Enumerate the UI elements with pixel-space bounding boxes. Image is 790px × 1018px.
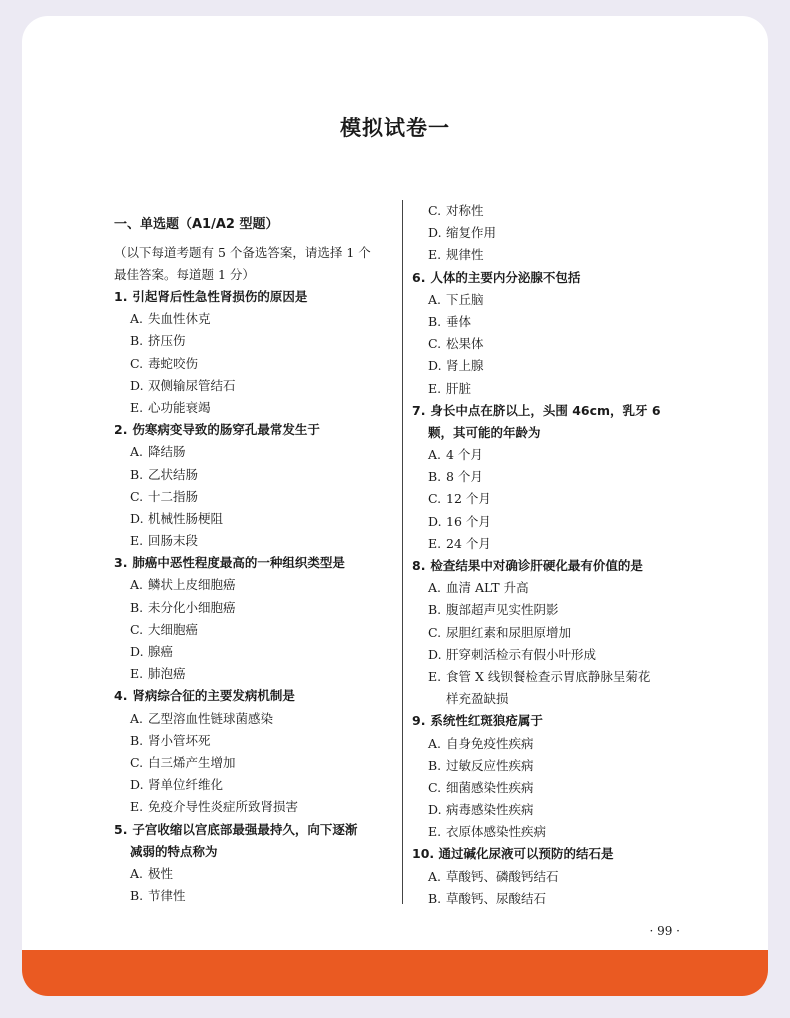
option-letter: C. [428,491,442,507]
option-item [114,375,412,397]
option-letter: C. [428,336,442,352]
option-item [114,441,412,463]
option-item [114,353,412,375]
question-5 [114,819,412,908]
option-item [412,577,712,599]
option-item [412,866,712,888]
option-text: 双侧输尿管结石 [148,377,236,393]
option-item [114,885,412,907]
option-letter: A. [428,291,442,307]
option-letter: B. [130,599,144,615]
option-item [412,355,712,377]
question-stem: 子宫收缩以宫底部最强最持久，向下逐渐 [132,821,358,837]
option-text: 食管 X 线钡餐检查示胃底静脉呈菊花 [446,668,651,684]
option-letter: C. [428,203,442,218]
option-text: 肺泡癌 [148,666,186,682]
option-letter: A. [130,444,144,460]
option-letter: D. [428,358,442,374]
option-letter: B. [130,466,144,482]
question-4 [114,685,412,818]
option-letter: B. [130,888,144,904]
option-text: 垂体 [446,313,472,329]
option-letter: D. [428,513,442,529]
option-letter: A. [428,580,442,596]
option-text: 衣原体感染性疾病 [446,824,547,840]
option-item [412,511,712,533]
option-letter: E. [428,668,442,684]
question-number: 8. [412,558,426,573]
option-text: 肾单位纤维化 [148,777,224,793]
question-number: 1. [114,289,128,304]
option-letter: E. [428,380,442,396]
option-letter: B. [428,890,442,906]
option-text: 白三烯产生增加 [148,754,236,770]
option-item [114,663,412,685]
option-text: 肾上腺 [446,358,484,374]
option-text: 12 个月 [446,491,491,507]
option-letter: A. [130,311,144,327]
option-text: 肝脏 [446,380,472,396]
option-text: 24 个月 [446,535,491,551]
option-item [412,444,712,466]
option-item [114,574,412,596]
option-letter: A. [130,577,144,593]
question-number: 5. [114,821,128,837]
question-number: 6. [412,269,426,285]
question-stem: 检查结果中对确诊肝硬化最有价值的是 [430,558,643,573]
question-number: 10. [412,846,435,862]
option-letter: A. [428,735,442,751]
option-letter: C. [130,355,144,371]
option-item [412,777,712,799]
question-stem-continued: 减弱的特点称为 [130,843,218,859]
option-letter: E. [428,824,442,840]
option-item [412,488,712,510]
option-letter: B. [428,469,442,485]
option-text: 过敏反应性疾病 [446,757,534,773]
question-10 [412,843,712,910]
question-9 [412,710,712,843]
option-text: 下丘脑 [446,291,484,307]
question-number: 9. [412,713,426,729]
option-text: 自身免疫性疾病 [446,735,534,751]
option-item [114,397,412,419]
option-item [114,796,412,818]
option-item [114,330,412,352]
option-item [114,597,412,619]
option-item [412,378,712,400]
section-note-line: （以下每道考题有 5 个备选答案，请选择 1 个 [114,245,371,260]
question-stem: 肺癌中恶性程度最高的一种组织类型是 [132,555,345,571]
option-item [412,755,712,777]
option-letter: D. [130,510,144,526]
page-sheet [22,16,768,996]
option-text: 腺癌 [148,644,174,659]
option-letter: B. [428,602,442,618]
question-6 [412,267,712,400]
option-text: 4 个月 [446,447,483,463]
option-letter: C. [130,488,144,504]
option-item [412,333,712,355]
right-column [412,200,712,910]
option-letter: B. [428,757,442,773]
bottom-color-band [22,950,768,996]
option-text: 乙型溶血性链球菌感染 [148,710,274,726]
question-2 [114,419,412,552]
option-item [412,244,712,266]
option-letter: D. [428,646,442,662]
option-item [412,622,712,644]
option-text: 对称性 [446,203,484,218]
option-item [114,708,412,730]
section-note-line: 最佳答案。每道题 1 分） [114,267,255,282]
option-letter: D. [428,802,442,818]
option-text: 16 个月 [446,513,491,529]
left-column [114,200,412,907]
option-item [412,666,712,688]
option-text: 机械性肠梗阻 [148,510,224,526]
option-item [114,641,412,663]
option-text: 失血性休克 [148,311,211,327]
question-stem-continued: 颗，其可能的年龄为 [428,424,541,440]
option-text: 草酸钙、尿酸结石 [446,890,547,906]
option-text: 心功能衰竭 [148,399,211,415]
option-item [412,289,712,311]
option-letter: C. [130,621,144,637]
option-text: 挤压伤 [148,333,186,349]
option-text: 病毒感染性疾病 [446,802,534,818]
option-letter: C. [428,779,442,795]
question-7 [412,400,712,555]
option-text: 降结肠 [148,444,186,460]
question-number: 7. [412,402,426,418]
question-stem: 通过碱化尿液可以预防的结石是 [438,846,614,862]
option-item [412,222,712,244]
option-text: 尿胆红素和尿胆原增加 [446,624,572,640]
option-text: 乙状结肠 [148,466,199,482]
question-stem: 系统性红斑狼疮属于 [430,713,543,729]
option-text: 节律性 [148,888,186,904]
option-text: 极性 [148,865,174,881]
question-8 [412,555,712,710]
option-text: 未分化小细胞癌 [148,599,236,615]
question-stem: 身长中点在脐以上，头围 46cm，乳牙 6 [430,402,661,418]
option-item [412,466,712,488]
question-number: 3. [114,555,128,571]
option-item [114,774,412,796]
option-letter: C. [130,754,144,770]
option-letter: B. [428,313,442,329]
option-text: 8 个月 [446,469,483,485]
option-item [114,486,412,508]
option-item [412,599,712,621]
section-heading: 一、单选题（A1/A2 型题） [114,217,279,232]
option-letter: D. [130,377,144,393]
question-number: 4. [114,688,128,704]
option-text: 免疫介导性炎症所致肾损害 [148,799,299,815]
option-letter: B. [130,333,144,349]
option-letter: D. [130,777,144,793]
option-item [114,752,412,774]
option-text: 大细胞癌 [148,621,199,637]
option-text: 松果体 [446,336,484,352]
option-letter: C. [428,624,442,640]
option-item [412,799,712,821]
option-text: 肝穿刺活检示有假小叶形成 [446,646,597,662]
page-number: · 99 · [649,924,680,938]
question-stem: 引起肾后性急性肾损伤的原因是 [132,289,308,304]
option-item [412,533,712,555]
option-text: 毒蛇咬伤 [148,355,199,371]
option-item [412,888,712,910]
option-text: 腹部超声见实性阴影 [446,602,559,618]
option-text: 回肠末段 [148,533,199,549]
question-stem: 伤寒病变导致的肠穿孔最常发生于 [132,422,320,438]
question-stem: 人体的主要内分泌腺不包括 [430,269,581,285]
option-item [412,821,712,843]
option-letter: E. [428,247,442,263]
option-text: 十二指肠 [148,488,199,504]
question-stem: 肾病综合征的主要发病机制是 [132,688,295,704]
option-text: 血清 ALT 升高 [446,580,529,596]
option-text: 鳞状上皮细胞癌 [148,577,236,593]
option-letter: E. [130,399,144,415]
option-text: 细菌感染性疾病 [446,779,534,795]
option-item [114,464,412,486]
option-letter: D. [130,644,144,659]
option-letter: B. [130,732,144,748]
question-5-continued [412,200,712,267]
question-1 [114,286,412,419]
option-item [412,311,712,333]
option-letter: E. [428,535,442,551]
option-item [412,200,712,222]
option-item [412,733,712,755]
option-text: 缩复作用 [446,225,497,241]
option-letter: A. [428,868,442,884]
option-letter: E. [130,666,144,682]
option-letter: A. [130,865,144,881]
option-letter: A. [428,447,442,463]
option-text-continued: 样充盈缺损 [446,691,509,707]
page-title: 模拟试卷一 [340,115,450,140]
option-text: 规律性 [446,247,484,263]
option-item [114,530,412,552]
option-item [114,730,412,752]
option-letter: E. [130,799,144,815]
option-item [114,863,412,885]
option-text: 草酸钙、磷酸钙结石 [446,868,559,884]
option-item [114,508,412,530]
option-item [114,619,412,641]
question-number: 2. [114,422,128,438]
option-letter: E. [130,533,144,549]
option-letter: A. [130,710,144,726]
option-letter: D. [428,225,442,241]
question-3 [114,552,412,685]
option-item [114,308,412,330]
option-text: 肾小管坏死 [148,732,211,748]
option-item [412,644,712,666]
